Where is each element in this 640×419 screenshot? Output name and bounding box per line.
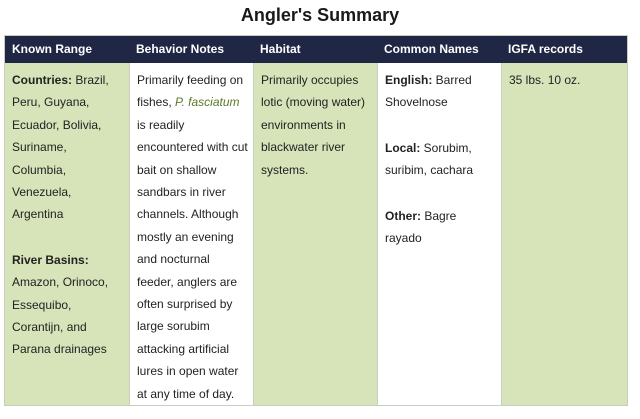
summary-table bbox=[4, 35, 628, 406]
behavior-text-after: is readily encountered with cut bait on shallow sandbars in river channels. Although mostly an evening and nocturnal feeder, anglers are often surprised by large sorubim attacking artificial lures in open water at any time of day. bbox=[137, 117, 248, 401]
local-value: Sorubim, suribim, cachara bbox=[385, 140, 474, 178]
species-name: P. fasciatum bbox=[175, 95, 240, 110]
common-names-cell bbox=[377, 63, 501, 405]
countries-value: Brazil, Peru, Guyana, Ecuador, Bolivia, Suriname, Columbia, Venezuela, Argentina bbox=[12, 73, 109, 222]
river-basins-label: River Basins: bbox=[12, 252, 89, 267]
igfa-records-cell bbox=[501, 63, 627, 405]
header-known-range: Known Range bbox=[12, 42, 92, 56]
header-igfa-records: IGFA records bbox=[508, 42, 583, 56]
countries-label: Countries: bbox=[12, 73, 72, 87]
local-label: Local: bbox=[385, 140, 421, 155]
other-label: Other: bbox=[385, 208, 421, 223]
header-common-names: Common Names bbox=[384, 42, 479, 56]
igfa-record-value: 35 lbs. 10 oz. bbox=[509, 73, 581, 87]
header-behavior-notes: Behavior Notes bbox=[136, 42, 225, 56]
known-range-cell bbox=[5, 63, 129, 405]
habitat-cell bbox=[253, 63, 377, 405]
habitat-text: Primarily occupies lotic (moving water) environments in blackwater river systems. bbox=[261, 73, 366, 177]
river-basins-value: Amazon, Orinoco, Essequibo, Corantijn, and Parana drainages bbox=[12, 275, 109, 357]
behavior-notes-cell bbox=[129, 63, 253, 405]
page-title: Angler's Summary bbox=[240, 5, 400, 25]
table-header-row bbox=[5, 36, 627, 63]
english-value: Barred Shovelnose bbox=[385, 73, 472, 110]
other-value: Bagre rayado bbox=[385, 208, 457, 246]
english-label: English: bbox=[385, 73, 433, 87]
behavior-text-before: Primarily feeding on fishes, bbox=[137, 73, 244, 110]
header-habitat: Habitat bbox=[260, 42, 301, 56]
